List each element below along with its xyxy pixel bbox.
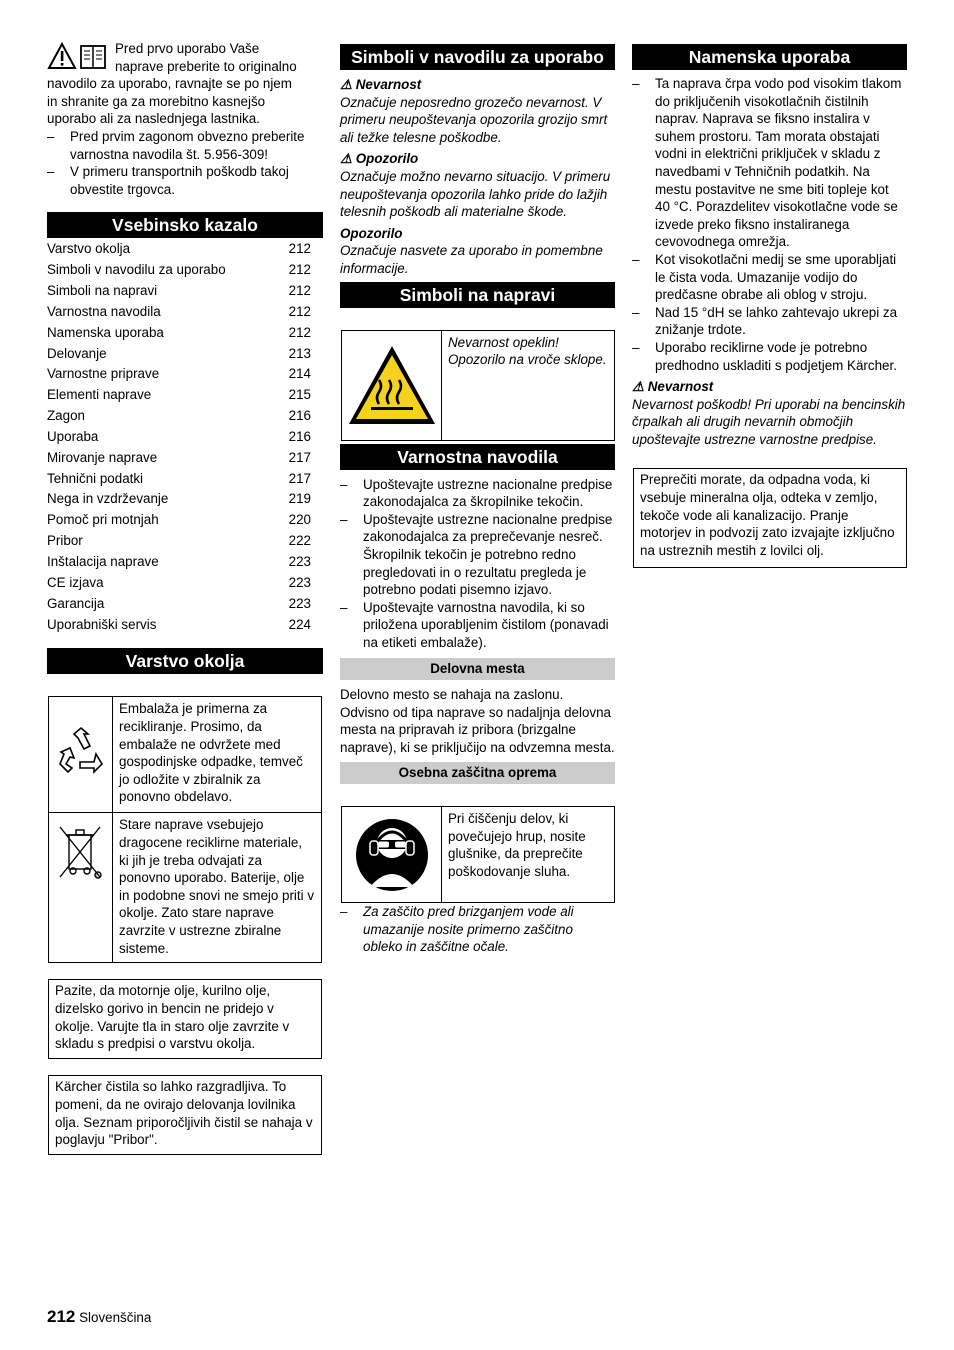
toc-entry-page: 212 [288,303,311,319]
toc-row[interactable] [47,553,323,574]
toc-title: Vsebinsko kazalo [47,212,323,238]
toc-row[interactable] [47,407,323,428]
toc-row[interactable] [47,365,323,386]
toc-row[interactable] [47,345,323,366]
toc-entry-label: Uporaba [47,428,99,444]
toc-row[interactable] [47,490,323,511]
waste-water-note: Preprečiti morate, da odpadna voda, ki vsebuje mineralna olja, odteka v zemljo, tekoče vode ali kanalizacijo. Pranje motorjev in podvozij zato izvajajte izključno na ustreznih mestih z lovilci olj. [633,468,907,568]
toc-entry-label: Simboli na napravi [47,283,158,299]
svg-text:c: c [95,874,98,880]
column-middle [340,44,615,956]
toc-entry-label: Inštalacija naprave [47,554,159,569]
symbols-device-title: Simboli na napravi [340,282,615,308]
toc-entry-page: 215 [288,387,311,403]
warning-block [340,150,615,220]
toc-row[interactable] [47,428,323,449]
weee-cell [49,813,113,963]
intended-danger-block [632,378,907,448]
ppe-title: Osebna zaščitna oprema [340,762,615,784]
ppe-cell [342,807,442,903]
toc-entry-label: Mirovanje naprave [47,449,158,465]
toc-entry-label: Delovanje [47,345,107,361]
safety-title: Varnostna navodila [340,444,615,470]
hot-surface-text: Nevarnost opeklin! Opozorilo na vroče sklope. [442,330,615,440]
toc-entry-label: Varnostne priprave [47,366,160,382]
footer-language: Slovenščina [79,1310,152,1325]
toc-row[interactable] [47,532,323,553]
ear-eye-protection-icon [354,817,430,893]
toc-entry-page: 224 [288,616,311,632]
intended-use-list [632,75,907,374]
toc-entry-page: 213 [288,345,311,361]
warning-triangle-icon: ⚠ [632,379,645,395]
toc-entry-label: Tehnični podatki [47,470,144,486]
list-item: – Nad 15 °dH se lahko zahtevajo ukrepi za znižanje trdote. [632,304,907,339]
toc-row[interactable] [47,240,323,261]
toc-entry-label: Nega in vzdrževanje [47,491,169,507]
caution-block [340,225,615,278]
ppe-list [340,903,615,956]
work-places-text: Delovno mesto se nahaja na zaslonu. Odvisno od tipa naprave so nadaljnja delovna mesta na pripravah iz pribora (brizgalne naprave), ki se priključijo na odvzemna mesta. [340,687,615,755]
hot-surface-cell [342,330,442,440]
list-item: – Pred prvim zagonom obvezno preberite varnostna navodila št. 5.956-309! [47,128,323,163]
recycle-cell [49,697,113,813]
crossed-bin-icon [55,823,107,885]
weee-text: Stare naprave vsebujejo dragocene reciklirne materiale, ki jih je treba odvajati za ponovno uporabo. Baterije, olje in podobne snovi ne smejo priti v okolje. Zato stare naprave zavrzite v ustrezne zbiralne sisteme. [113,813,322,963]
toc-row[interactable] [47,261,323,282]
ppe-table [341,806,615,903]
toc-entry-page: 217 [288,449,311,465]
warning-triangle-icon: ⚠ [340,151,353,167]
ppe-text: Pri čiščenju delov, ki povečujejo hrup, nosite glušnike, da preprečite poškodovanje sluha. [442,807,615,903]
toc-row[interactable] [47,386,323,407]
caution-label: Opozorilo [340,225,403,241]
recycle-text: Embalaža je primerna za recikliranje. Prosimo, da embalaže ne odvržete med gospodinjske odpadke, temveč jo odložite v zbiralnik za ponovno obdelavo. [113,697,322,813]
toc-entry-page: 223 [288,574,311,590]
toc-row[interactable] [47,470,323,491]
toc-entry-page: 223 [288,595,311,611]
warning-text: Označuje možno nevarno situacijo. V primeru neupoštevanja opozorila lahko pride do lažjih telesnih poškodb ali materialne škode. [340,168,611,220]
environment-title: Varstvo okolja [47,648,323,674]
toc-entry-page: 219 [288,491,311,507]
toc-entry-page: 212 [288,241,311,257]
list-item: – Upoštevajte ustrezne nacionalne predpise zakonodajalca za preprečevanje nesreč. Škropilnik tekočin je potrebno redno pregledovati in o rezultatu pregleda je potrebno podati pisemno izjavo. [340,511,615,599]
page-number: 212 [47,1307,76,1326]
read-manual-icon [47,42,109,70]
safety-list [340,476,615,652]
environment-symbols-table [48,696,322,963]
toc-entry-page: 220 [288,512,311,528]
danger-block [340,76,615,146]
warning-label: Opozorilo [355,151,419,167]
toc-row[interactable] [47,449,323,470]
list-item: – V primeru transportnih poškodb takoj obvestite trgovca. [47,163,323,198]
list-item: – Kot visokotlačni medij se sme uporabljati le čista voda. Umazanije vodijo do predčasne obrabe ali oblog v stroju. [632,251,907,304]
toc-entry-label: Simboli v navodilu za uporabo [47,262,226,278]
toc-entry-label: CE izjava [47,574,104,590]
toc-entry-label: Varstvo okolja [47,241,131,257]
toc-entry-label: Pomoč pri motnjah [47,512,159,528]
toc-entry-page: 217 [288,470,311,486]
toc-entry-label: Elementi naprave [47,387,152,403]
intro-list [47,128,323,198]
toc-entry-page: 216 [288,428,311,444]
warning-triangle-icon: ⚠ [340,77,353,92]
toc-entry-label: Uporabniški servis [47,616,157,632]
toc-entry-page: 214 [288,366,311,382]
toc-entry-page: 212 [288,324,311,340]
toc-entry-label: Varnostna navodila [47,303,161,319]
column-left [47,40,323,1155]
recycle-icon [50,724,112,786]
toc-row[interactable] [47,282,323,303]
toc-entry-page: 212 [288,262,311,278]
list-item: – Upoštevajte varnostna navodila, ki so priložena uporabljenim čistilom (ponavadi na etiketi embalaže). [340,599,615,652]
toc-row[interactable] [47,595,323,616]
list-item: – Upoštevajte ustrezne nacionalne predpise zakonodajalca za škropilnike tekočin. [340,476,615,511]
work-places-title: Delovna mesta [340,658,615,680]
toc-entry-label: Zagon [47,408,85,424]
toc-entry-page: 222 [288,533,311,549]
toc-row[interactable] [47,574,323,595]
intended-use-title: Namenska uporaba [632,44,907,70]
list-item: – Ta naprava črpa vodo pod visokim tlakom do priključenih visokotlačnih čistilnih naprav. Naprava se fiksno instalira v suhem prostoru. Tam morata obstajati vodni in električni priključek v skladu z navedbami v Tehničnih podatkih. Na mestu postavitve ne sme biti topleje kot 40 °C. Porazdelitev visokotlačne vode se izvede preko fiksno instaliranega cevovodnega omrežja. [632,75,907,251]
toc-row[interactable] [47,616,323,637]
intro-text: Pred prvo uporabo Vaše naprave preberite to originalno navodilo za uporabo, ravnajte se po njem in shranite ga za morebitno kasnejšo uporabo ali za naslednjega lastnika. [47,41,297,127]
toc-entry-label: Namenska uporaba [47,324,164,340]
intended-danger-label: Nevarnost [647,379,714,395]
oil-note: Pazite, da motornje olje, kurilno olje, dizelsko gorivo in bencin ne pridejo v okolje. Varujte tla in staro olje zavrzite v skladu s predpisi o varstvu okolja. [48,979,322,1059]
danger-text: Označuje neposredno grozečo nevarnost. V primeru neupoštevanja opozorila grozijo smrt ali težke telesne poškodbe. [340,94,608,145]
column-right [632,44,907,568]
toc-entry-label: Garancija [47,595,105,611]
toc-row[interactable] [47,303,323,324]
manual-warning-icons [47,42,111,72]
toc-entry-page: 212 [288,283,311,299]
hot-surface-icon [345,342,439,428]
hot-surface-table [341,330,615,441]
toc-entry-page: 223 [288,554,311,569]
page-footer [47,1308,151,1327]
symbols-manual-title: Simboli v navodilu za uporabo [340,44,615,70]
intended-danger-text: Nevarnost poškodb! Pri uporabi na bencinskih črpalkah ali drugih nevarnih območjih upoštevajte ustrezne varnostne predpise. [632,396,906,447]
toc-table [47,240,323,636]
list-item: – Uporabo reciklirne vode je potrebno predhodno uskladiti s podjetjem Kärcher. [632,339,907,374]
intro-block [47,40,323,198]
danger-label: Nevarnost [355,77,422,92]
list-item: – Za zaščito pred brizganjem vode ali umazanije nosite primerno zaščitno obleko in zaščitne očale. [340,903,615,956]
toc-row[interactable] [47,511,323,532]
toc-entry-page: 216 [288,408,311,424]
toc-entry-label: Pribor [47,533,83,549]
detergent-note: Kärcher čistila so lahko razgradljiva. To pomeni, da ne ovirajo delovanja lovilnika olja. Seznam priporočljivih čistil se nahaja v poglavju "Pribor". [48,1075,322,1155]
caution-text: Označuje nasvete za uporabo in pomembne informacije. [340,243,603,276]
toc-row[interactable] [47,324,323,345]
